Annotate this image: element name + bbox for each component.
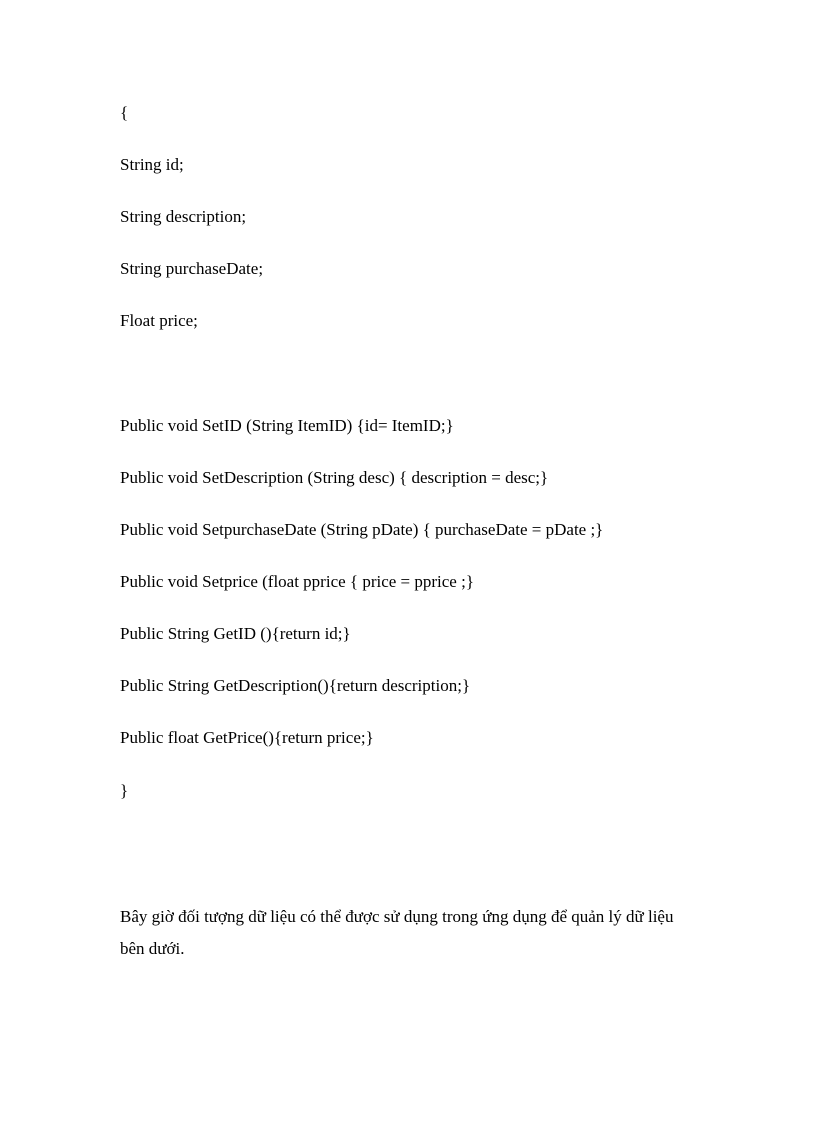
code-field-price: Float price; <box>120 311 198 330</box>
code-close-brace: } <box>120 781 129 800</box>
paragraph-line: bên dưới. <box>120 939 185 958</box>
body-paragraph <box>120 901 710 965</box>
code-method-get-price: Public float GetPrice(){return price;} <box>120 728 374 747</box>
code-field-purchase-date: String purchaseDate; <box>120 259 264 278</box>
code-method-get-id: Public String GetID (){return id;} <box>120 624 351 643</box>
code-field-description: String description; <box>120 207 247 226</box>
code-method-set-price: Public void Setprice (float pprice { price = pprice ;} <box>120 572 474 591</box>
paragraph-line: Bây giờ đối tượng dữ liệu có thể được sử dụng trong ứng dụng để quản lý dữ liệu <box>120 907 674 926</box>
code-method-get-description: Public String GetDescription(){return description;} <box>120 676 471 695</box>
code-method-set-description: Public void SetDescription (String desc) { description = desc;} <box>120 468 549 487</box>
code-field-id: String id; <box>120 155 184 174</box>
code-method-set-id: Public void SetID (String ItemID) {id= ItemID;} <box>120 416 454 435</box>
code-open-brace: { <box>120 103 129 122</box>
code-method-set-purchase-date: Public void SetpurchaseDate (String pDate) { purchaseDate = pDate ;} <box>120 520 604 539</box>
